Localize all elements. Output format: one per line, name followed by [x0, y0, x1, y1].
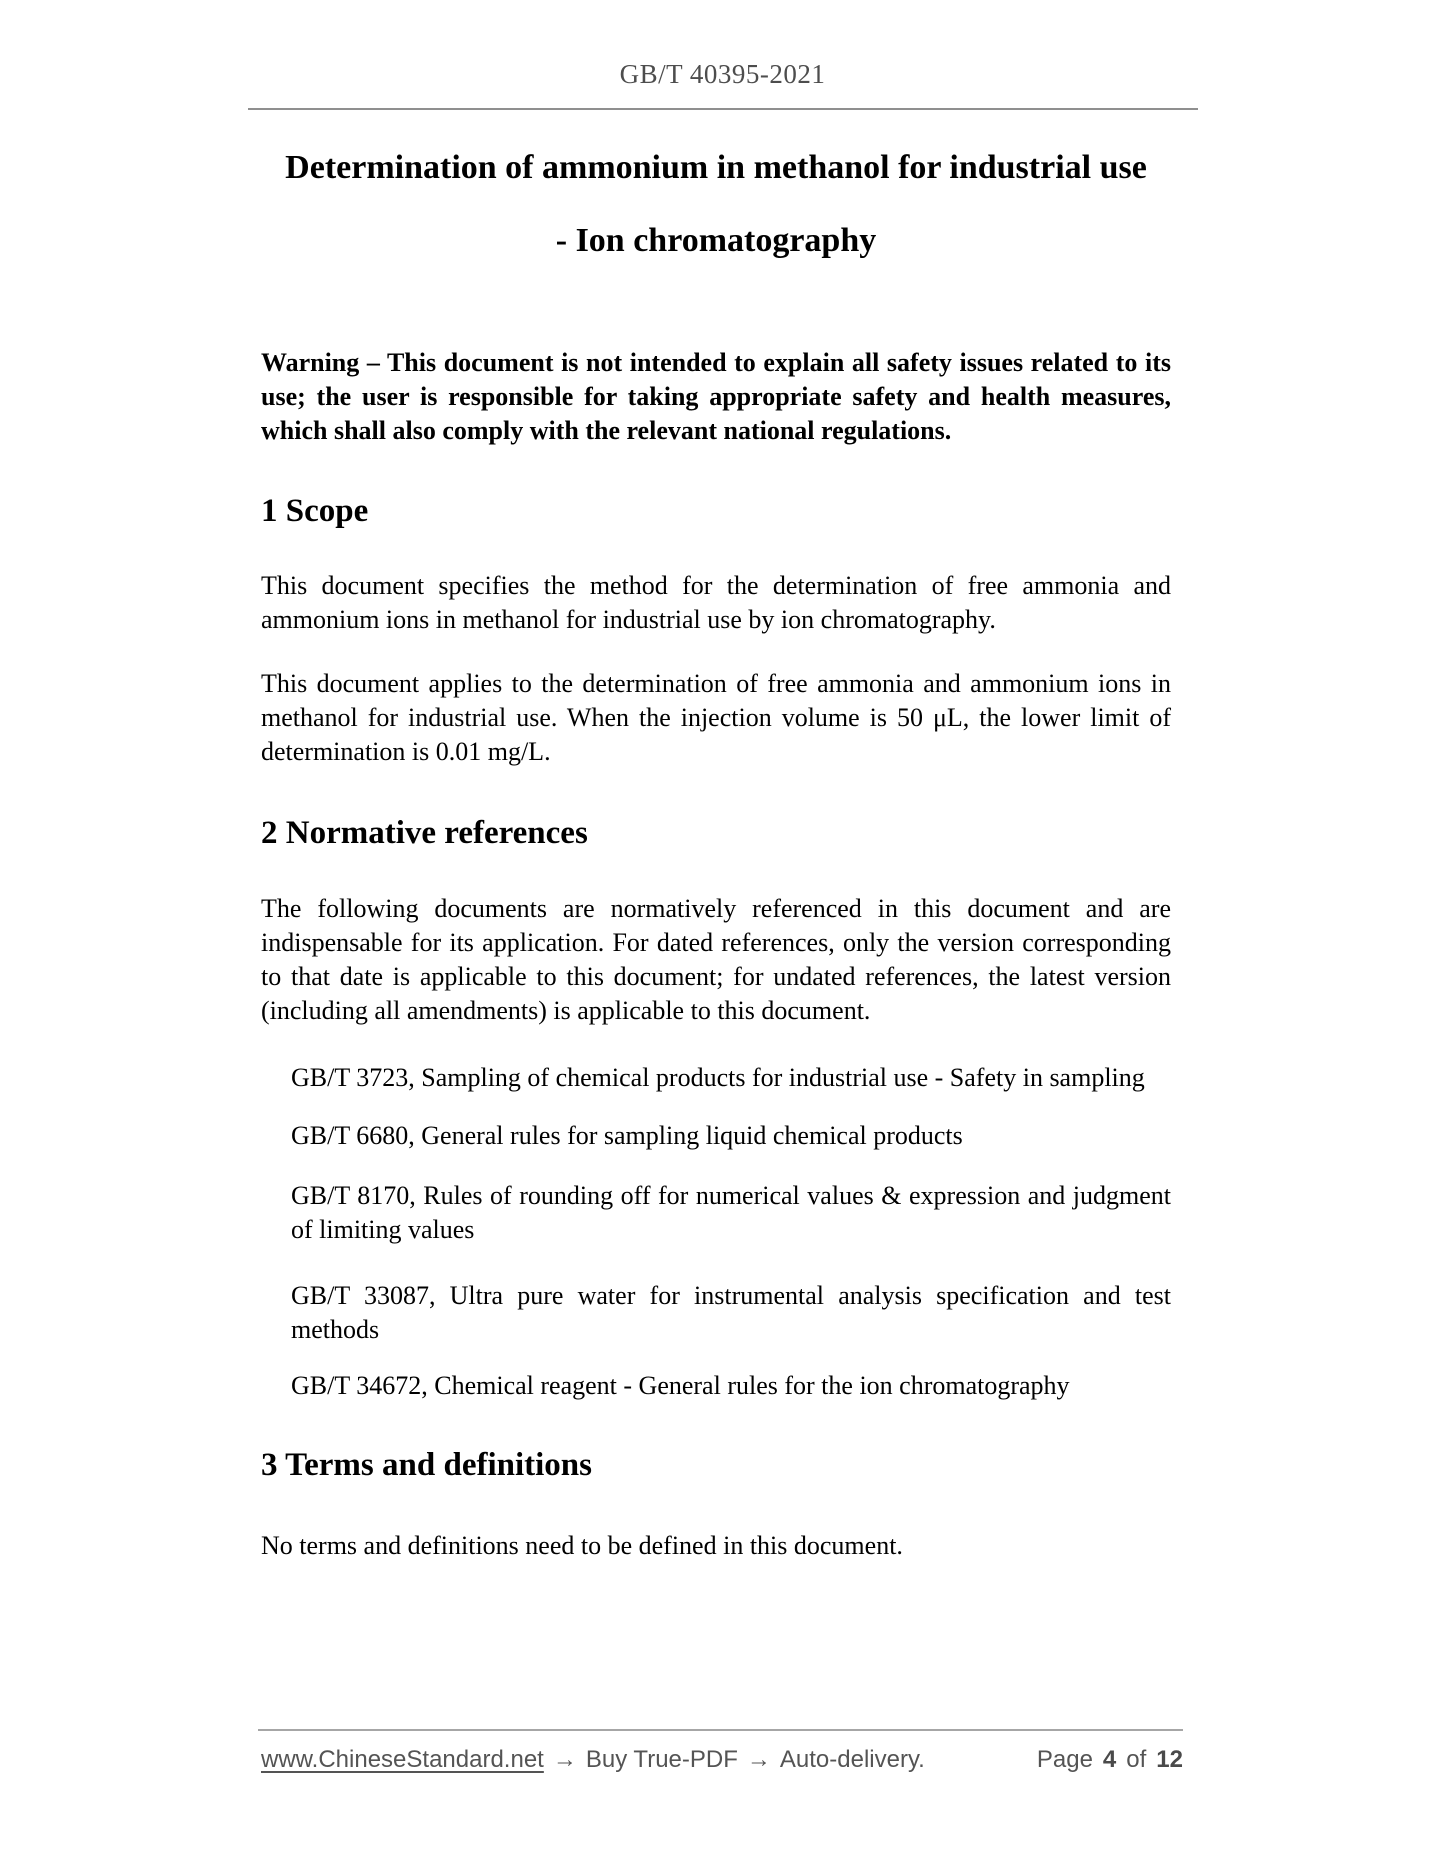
terms-paragraph: No terms and definitions need to be defined in this document.: [261, 1531, 903, 1560]
page-indicator: [1027, 1746, 1183, 1774]
reference-item-gbt-33087: GB/T 33087, Ultra pure water for instrumental analysis specification and test methods: [291, 1281, 1171, 1344]
document-title-line2: - Ion chromatography: [555, 222, 877, 259]
footer-source-line: [261, 1746, 934, 1774]
section-heading-normative-references: 2 Normative references: [261, 815, 588, 851]
page-footer: [261, 1746, 1183, 1774]
page-label: Page: [1036, 1746, 1093, 1773]
reference-item-gbt-6680: GB/T 6680, General rules for sampling liquid chemical products: [291, 1121, 963, 1150]
reference-item-gbt-8170: GB/T 8170, Rules of rounding off for numerical values & expression and judgment of limiting values: [291, 1181, 1171, 1244]
section-heading-scope: 1 Scope: [261, 493, 369, 529]
reference-item-gbt-3723: GB/T 3723, Sampling of chemical products for industrial use - Safety in sampling: [291, 1063, 1145, 1092]
scope-paragraph-1: This document specifies the method for the determination of free ammonia and ammonium ions in methanol for industrial use by ion chromatography.: [261, 571, 1171, 634]
page-number-current: 4: [1102, 1746, 1117, 1773]
warning-paragraph: Warning – This document is not intended to explain all safety issues related to its use; the user is responsible for taking appropriate safety and health measures, which shall also comply with the relevant national regulations.: [261, 348, 1171, 445]
scope-paragraph-2: This document applies to the determination of free ammonia and ammonium ions in methanol for industrial use. When the injection volume is 50 μL, the lower limit of determination is 0.01 mg/L.: [261, 669, 1171, 766]
page-of-label: of: [1126, 1746, 1147, 1773]
normative-references-intro: The following documents are normatively referenced in this document and are indispensable for its application. For dated references, only the version corresponding to that date is applicable to this document; for undated references, the latest version (including all amendments) is applicable to this document.: [261, 894, 1171, 1025]
page-number-total: 12: [1156, 1746, 1183, 1773]
section-heading-terms-definitions: 3 Terms and definitions: [261, 1447, 592, 1483]
document-title-line1: Determination of ammonium in methanol for industrial use: [285, 149, 1147, 186]
standard-number-header: GB/T 40395-2021: [619, 59, 826, 89]
footer-divider: [258, 1729, 1183, 1731]
footer-buy-pdf-text: Buy True-PDF: [585, 1746, 738, 1773]
footer-website-link[interactable]: www.ChineseStandard.net: [261, 1746, 544, 1773]
arrow-right-icon: →: [746, 1746, 771, 1773]
arrow-right-icon: →: [552, 1746, 577, 1773]
reference-item-gbt-34672: GB/T 34672, Chemical reagent - General rules for the ion chromatography: [291, 1371, 1070, 1400]
footer-delivery-text: Auto-delivery.: [779, 1746, 925, 1773]
header-divider: [248, 108, 1198, 110]
